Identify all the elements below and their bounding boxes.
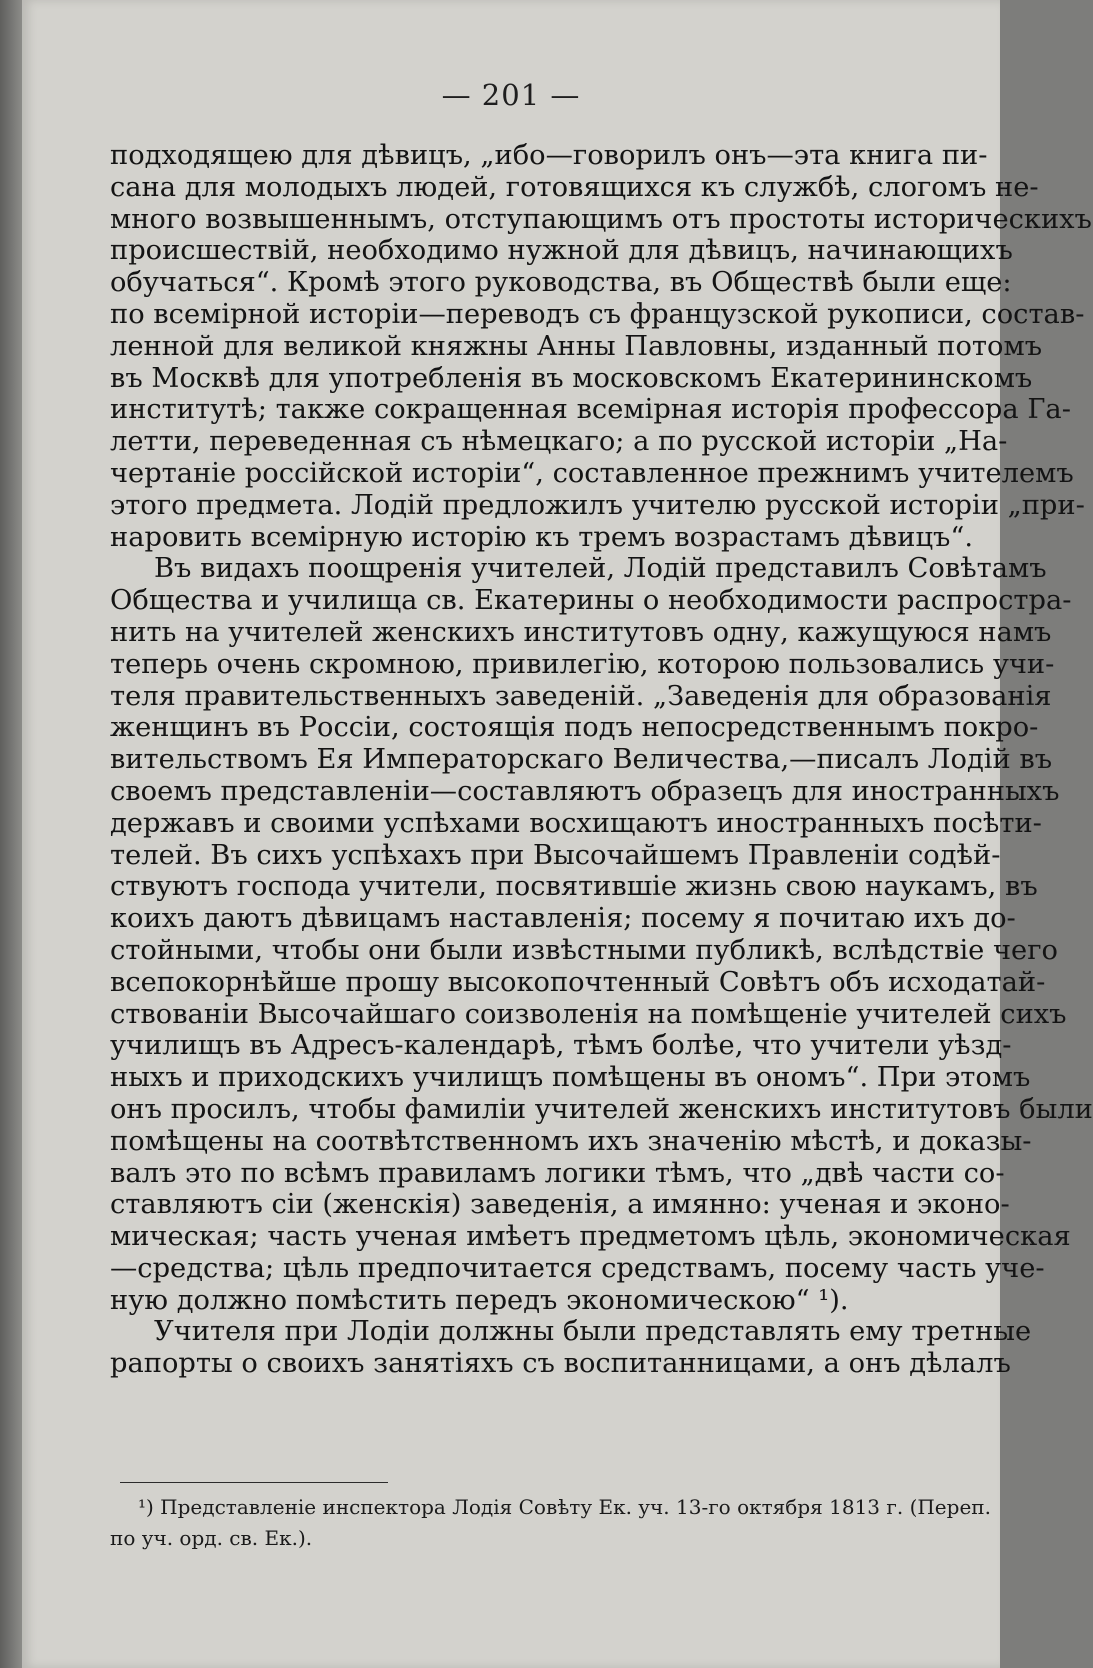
text-line: онъ просилъ, чтобы фамиліи учителей женскихъ институтовъ были [110,1093,1093,1125]
text-line: ленной для великой княжны Анны Павловны, изданный потомъ [110,330,1043,362]
text-line: стойными, чтобы они были извѣстными публикѣ, вслѣдствіе чего [110,934,1058,966]
text-line: помѣщены на соотвѣтственномъ ихъ значенію мѣстѣ, и доказы- [110,1125,1032,1157]
text-line: коихъ даютъ дѣвицамъ наставленія; посему я почитаю ихъ до- [110,903,1016,935]
text-line: ныхъ и приходскихъ училищъ помѣщены въ ономъ“. При этомъ [110,1062,1031,1094]
text-line: женщинъ въ Россіи, состоящія подъ непосредственнымъ покро- [110,712,1039,744]
page-number: — 201 — [441,78,581,112]
text-line: этого предмета. Лодій предложилъ учителю русской исторіи „при- [110,489,1085,521]
text-line: нить на учителей женскихъ институтовъ одну, кажущуюся намъ [110,616,1052,648]
binding-gutter [0,0,22,1668]
text-line: Общества и училища св. Екатерины о необходимости распростра- [110,585,1072,617]
text-line: обучаться“. Кромѣ этого руководства, въ Обществѣ были еще: [110,267,1012,299]
text-line: чертаніе россійской исторіи“, составленное прежнимъ учителемъ [110,457,1074,489]
text-line: ствованіи Высочайшаго соизволенія на помѣщеніе учителей сихъ [110,998,1067,1030]
text-line: подходящею для дѣвицъ, „ибо—говорилъ онъ—эта книга пи- [110,140,988,171]
text-line: по всемірной исторіи—переводъ съ французской рукописи, состав- [110,298,1085,330]
text-line: ную должно помѣстить передъ экономическою“ ¹). [110,1284,849,1316]
text-line: державъ и своими успѣхами восхищаютъ иностранныхъ посѣти- [110,807,1042,839]
text-line: училищъ въ Адресъ-календарѣ, тѣмъ болѣе, что учители уѣзд- [110,1030,1012,1062]
footnote-line: по уч. орд. св. Ек.). [110,1526,313,1550]
text-line: институтѣ; также сокращенная всемірная исторія профессора Га- [110,394,1071,426]
footnotes [110,1492,991,1554]
text-line: много возвышеннымъ, отступающимъ отъ простоты историческихъ [110,203,1092,235]
text-line: телей. Въ сихъ успѣхахъ при Высочайшемъ Правленіи содѣй- [110,839,1001,871]
text-line: ставляютъ сіи (женскія) заведенія, а имянно: ученая и эконо- [110,1189,1010,1221]
text-line: мическая; часть ученая имѣетъ предметомъ цѣль, экономическая [110,1221,1071,1253]
text-line: происшествій, необходимо нужной для дѣвицъ, начинающихъ [110,235,1013,267]
text-line: всепокорнѣйше прошу высокопочтенный Совѣтъ объ исходатай- [110,966,1046,998]
body-text [110,140,1093,1380]
text-line: своемъ представленіи—составляютъ образецъ для иностранныхъ [110,775,1060,807]
text-line: летти, переведенная съ нѣмецкаго; а по русской исторіи „На- [110,426,1008,458]
text-line: теля правительственныхъ заведеній. „Заведенія для образованія [110,680,1052,712]
text-line: наровить всемірную исторію къ тремъ возрастамъ дѣвицъ“. [110,521,974,553]
text-line: валъ это по всѣмъ правиламъ логики тѣмъ, что „двѣ части со- [110,1157,1005,1189]
text-line: теперь очень скромною, привилегію, которою пользовались учи- [110,648,1055,680]
footnote-divider [120,1482,388,1483]
text-line: Въ видахъ поощренія учителей, Лодій представилъ Совѣтамъ [154,553,1047,585]
text-line: рапорты о своихъ занятіяхъ съ воспитанницами, а онъ дѣлалъ [110,1348,1011,1380]
text-line: ствуютъ господа учители, посвятившіе жизнь свою наукамъ, въ [110,871,1038,903]
text-line: въ Москвѣ для употребленія въ московскомъ Екатерининскомъ [110,362,1033,394]
text-line: сана для молодыхъ людей, готовящихся къ службѣ, слогомъ не- [110,171,1039,203]
footnote-line: ¹) Представленіе инспектора Лодія Совѣту Ек. уч. 13-го октября 1813 г. (Переп. [138,1495,991,1519]
book-page [22,0,1093,1668]
text-line: вительствомъ Ея Императорскаго Величества,—писалъ Лодій въ [110,744,1053,776]
text-line: Учителя при Лодіи должны были представлять ему третные [154,1316,1032,1348]
text-line: —средства; цѣль предпочитается средствамъ, посему часть уче- [110,1252,1045,1284]
